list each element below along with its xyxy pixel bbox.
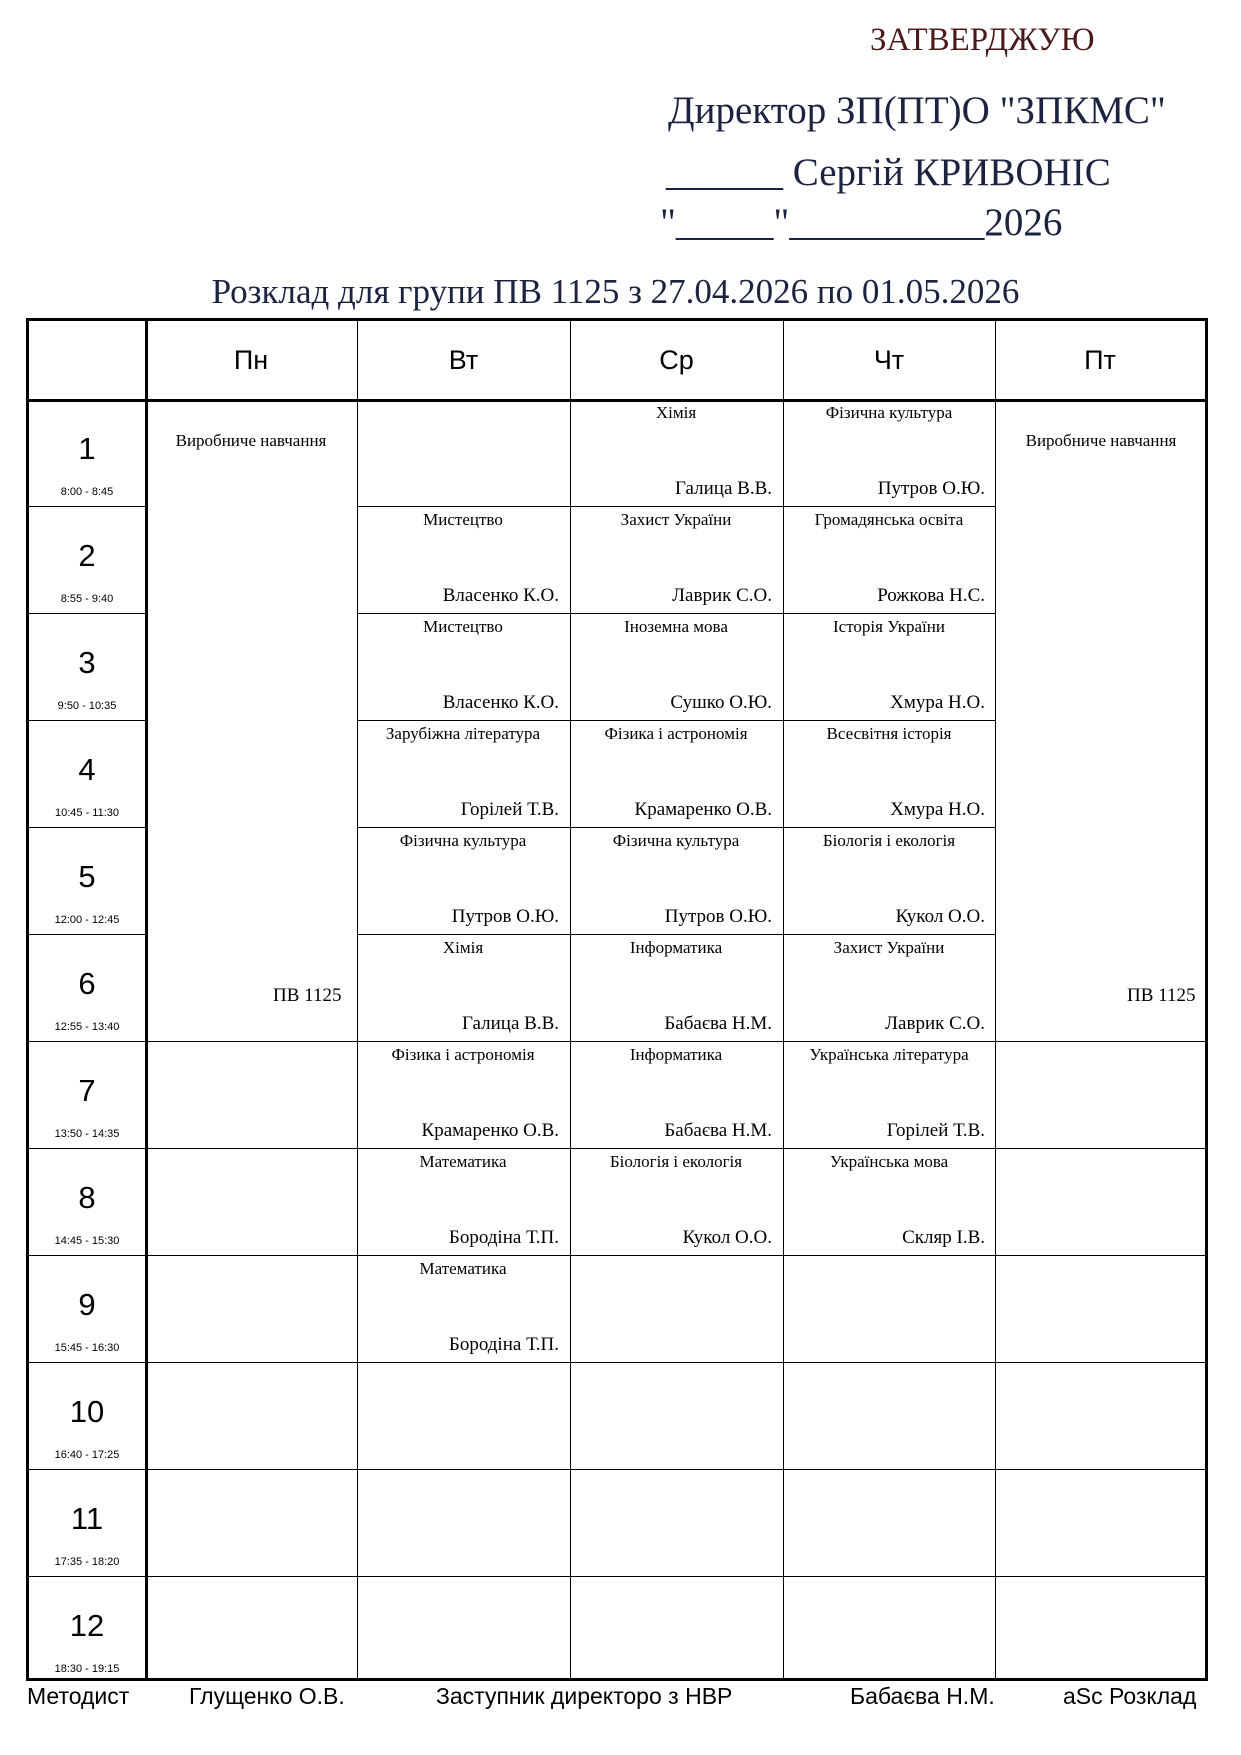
lesson-subject: Хімія: [442, 938, 484, 957]
lesson-teacher: Хмура Н.О.: [890, 692, 985, 713]
lesson-teacher: Путров О.Ю.: [877, 478, 985, 499]
period-time: 8:55 - 9:40: [60, 593, 114, 605]
grid-hline: [29, 1576, 1205, 1577]
lesson-subject: Мистецтво: [423, 510, 503, 529]
lesson-subject: Мистецтво: [423, 617, 503, 636]
lesson-subject: Всесвітня історія: [826, 724, 952, 743]
lesson-teacher: Горілей Т.В.: [460, 799, 559, 820]
lesson-cell: [783, 828, 995, 934]
lesson-teacher: Хмура Н.О.: [890, 799, 985, 820]
lesson-teacher: Крамаренко О.В.: [634, 799, 772, 820]
grid-hline: [29, 1255, 1205, 1256]
day-header-mon: Пн: [233, 345, 269, 375]
grid-hline: [29, 1362, 1205, 1363]
grid-hline: [29, 506, 146, 507]
period-time: 17:35 - 18:20: [54, 1556, 120, 1568]
lesson-cell: [783, 935, 995, 1041]
lesson-subject: Українська мова: [829, 1152, 949, 1171]
lesson-subject: Фізична культура: [825, 403, 953, 422]
footer-methodist-name: Глущенко О.В.: [189, 1683, 345, 1709]
block-group-mon: ПВ 1125: [273, 985, 342, 1006]
lesson-cell: [357, 1149, 569, 1255]
period-number: 8: [78, 1180, 96, 1215]
footer-methodist-label: Методист: [27, 1683, 130, 1709]
lesson-subject: Математика: [419, 1259, 507, 1278]
period-time: 12:00 - 12:45: [54, 914, 120, 926]
lesson-cell: [357, 935, 569, 1041]
period-time: 10:45 - 11:30: [54, 807, 119, 819]
lesson-teacher: Бабаєва Н.М.: [664, 1013, 772, 1034]
lesson-subject: Математика: [419, 1152, 507, 1171]
grid-hline: [29, 613, 146, 614]
schedule-title-text: Розклад для групи ПВ 1125 з 27.04.2026 по 01.05.2026: [211, 272, 1020, 311]
signer-line: ______ Сергій КРИВОНІС: [666, 151, 1111, 194]
lesson-cell: [783, 400, 995, 506]
lesson-subject: Фізика і астрономія: [604, 724, 748, 743]
grid-hline: [29, 827, 146, 828]
lesson-subject: Іноземна мова: [624, 617, 728, 636]
lesson-cell: [570, 507, 782, 613]
footer-deputy-label: Заступник директоро з НВР: [436, 1683, 733, 1709]
period-number: 1: [78, 431, 96, 466]
lesson-cell: [357, 507, 569, 613]
lesson-cell: [570, 1149, 782, 1255]
period-number: 2: [78, 538, 96, 573]
lesson-teacher: Скляр І.В.: [902, 1227, 985, 1248]
footer-deputy-name: Бабаєва Н.М.: [850, 1683, 995, 1709]
lesson-subject: Фізична культура: [399, 831, 527, 850]
lesson-cell: [570, 828, 782, 934]
lesson-teacher: Кукол О.О.: [682, 1227, 772, 1248]
lesson-subject: Біологія і екологія: [822, 831, 956, 850]
period-time: 13:50 - 14:35: [54, 1128, 120, 1140]
lesson-cell: [570, 400, 782, 506]
grid-hline: [29, 934, 146, 935]
day-header-fri: Пт: [1084, 345, 1116, 375]
lesson-cell: [357, 614, 569, 720]
lesson-teacher: Лаврик С.О.: [672, 585, 772, 606]
period-time: 14:45 - 15:30: [54, 1235, 120, 1247]
period-number: 11: [70, 1501, 104, 1536]
lesson-teacher: Рожкова Н.С.: [877, 585, 985, 606]
lesson-teacher: Галица В.В.: [675, 478, 772, 499]
lesson-subject: Біологія і екологія: [609, 1152, 743, 1171]
day-header-tue: Вт: [448, 345, 479, 375]
lesson-cell: [570, 614, 782, 720]
lesson-subject: Хімія: [655, 403, 697, 422]
block-subject-fri: Виробниче навчання: [1025, 431, 1177, 450]
lesson-cell: [357, 1256, 569, 1362]
lesson-teacher: Бородіна Т.П.: [448, 1227, 559, 1248]
lesson-subject: Захист України: [620, 510, 732, 529]
period-time: 16:40 - 17:25: [54, 1449, 120, 1461]
lesson-subject: Українська література: [809, 1045, 969, 1064]
lesson-subject: Захист України: [833, 938, 945, 957]
period-number: 4: [78, 752, 96, 787]
grid-hline: [29, 1469, 1205, 1470]
period-number: 10: [69, 1394, 105, 1429]
lesson-cell: [783, 1042, 995, 1148]
period-number: 6: [78, 966, 96, 1001]
lesson-teacher: Власенко К.О.: [442, 692, 559, 713]
director-title: Директор ЗП(ПТ)О "ЗПКМС": [668, 89, 1166, 132]
date-line: "_____"__________2026: [660, 201, 1063, 244]
lesson-subject: Фізична культура: [612, 831, 740, 850]
lesson-subject: Зарубіжна література: [385, 724, 541, 743]
lesson-teacher: Крамаренко О.В.: [421, 1120, 559, 1141]
day-header-thu: Чт: [873, 345, 905, 375]
lesson-cell: [570, 721, 782, 827]
grid-vline: [995, 321, 996, 1678]
lesson-cell: [357, 721, 569, 827]
lesson-teacher: Горілей Т.В.: [886, 1120, 985, 1141]
lesson-cell: [783, 1149, 995, 1255]
period-number: 3: [78, 645, 96, 680]
lesson-subject: Інформатика: [629, 938, 723, 957]
period-time: 12:55 - 13:40: [54, 1021, 120, 1033]
period-time: 18:30 - 19:15: [54, 1663, 120, 1675]
lesson-cell: [783, 507, 995, 613]
period-number: 9: [78, 1287, 96, 1322]
block-group-fri: ПВ 1125: [1127, 985, 1196, 1006]
lesson-cell: [783, 614, 995, 720]
period-time: 8:00 - 8:45: [60, 486, 114, 498]
lesson-teacher: Бородіна Т.П.: [448, 1334, 559, 1355]
lesson-teacher: Сушко О.Ю.: [670, 692, 772, 713]
block-subject-mon: Виробниче навчання: [175, 431, 327, 450]
lesson-teacher: Путров О.Ю.: [451, 906, 559, 927]
period-number: 5: [78, 859, 96, 894]
lesson-teacher: Галица В.В.: [462, 1013, 559, 1034]
lesson-teacher: Бабаєва Н.М.: [664, 1120, 772, 1141]
lesson-teacher: Власенко К.О.: [442, 585, 559, 606]
lesson-teacher: Путров О.Ю.: [664, 906, 772, 927]
lesson-subject: Історія України: [833, 617, 945, 636]
period-number: 7: [78, 1073, 96, 1108]
lesson-cell: [783, 721, 995, 827]
lesson-teacher: Кукол О.О.: [895, 906, 985, 927]
schedule-title: [0, 272, 1241, 312]
lesson-cell: [570, 935, 782, 1041]
lesson-cell: [357, 1042, 569, 1148]
period-time: 15:45 - 16:30: [54, 1342, 120, 1354]
grid-vline: [145, 321, 148, 1678]
lesson-teacher: Лаврик С.О.: [885, 1013, 985, 1034]
lesson-cell: [357, 828, 569, 934]
lesson-subject: Громадянська освіта: [814, 510, 964, 529]
period-number: 12: [69, 1608, 105, 1643]
approve-label: ЗАТВЕРДЖУЮ: [870, 22, 1095, 58]
footer-software: aSc Розклад: [1063, 1683, 1197, 1709]
schedule-grid: [26, 318, 1208, 1681]
period-time: 9:50 - 10:35: [57, 700, 117, 712]
lesson-subject: Фізика і астрономія: [391, 1045, 535, 1064]
grid-hline: [29, 720, 146, 721]
day-header-wed: Ср: [659, 345, 694, 375]
lesson-subject: Інформатика: [629, 1045, 723, 1064]
lesson-cell: [570, 1042, 782, 1148]
